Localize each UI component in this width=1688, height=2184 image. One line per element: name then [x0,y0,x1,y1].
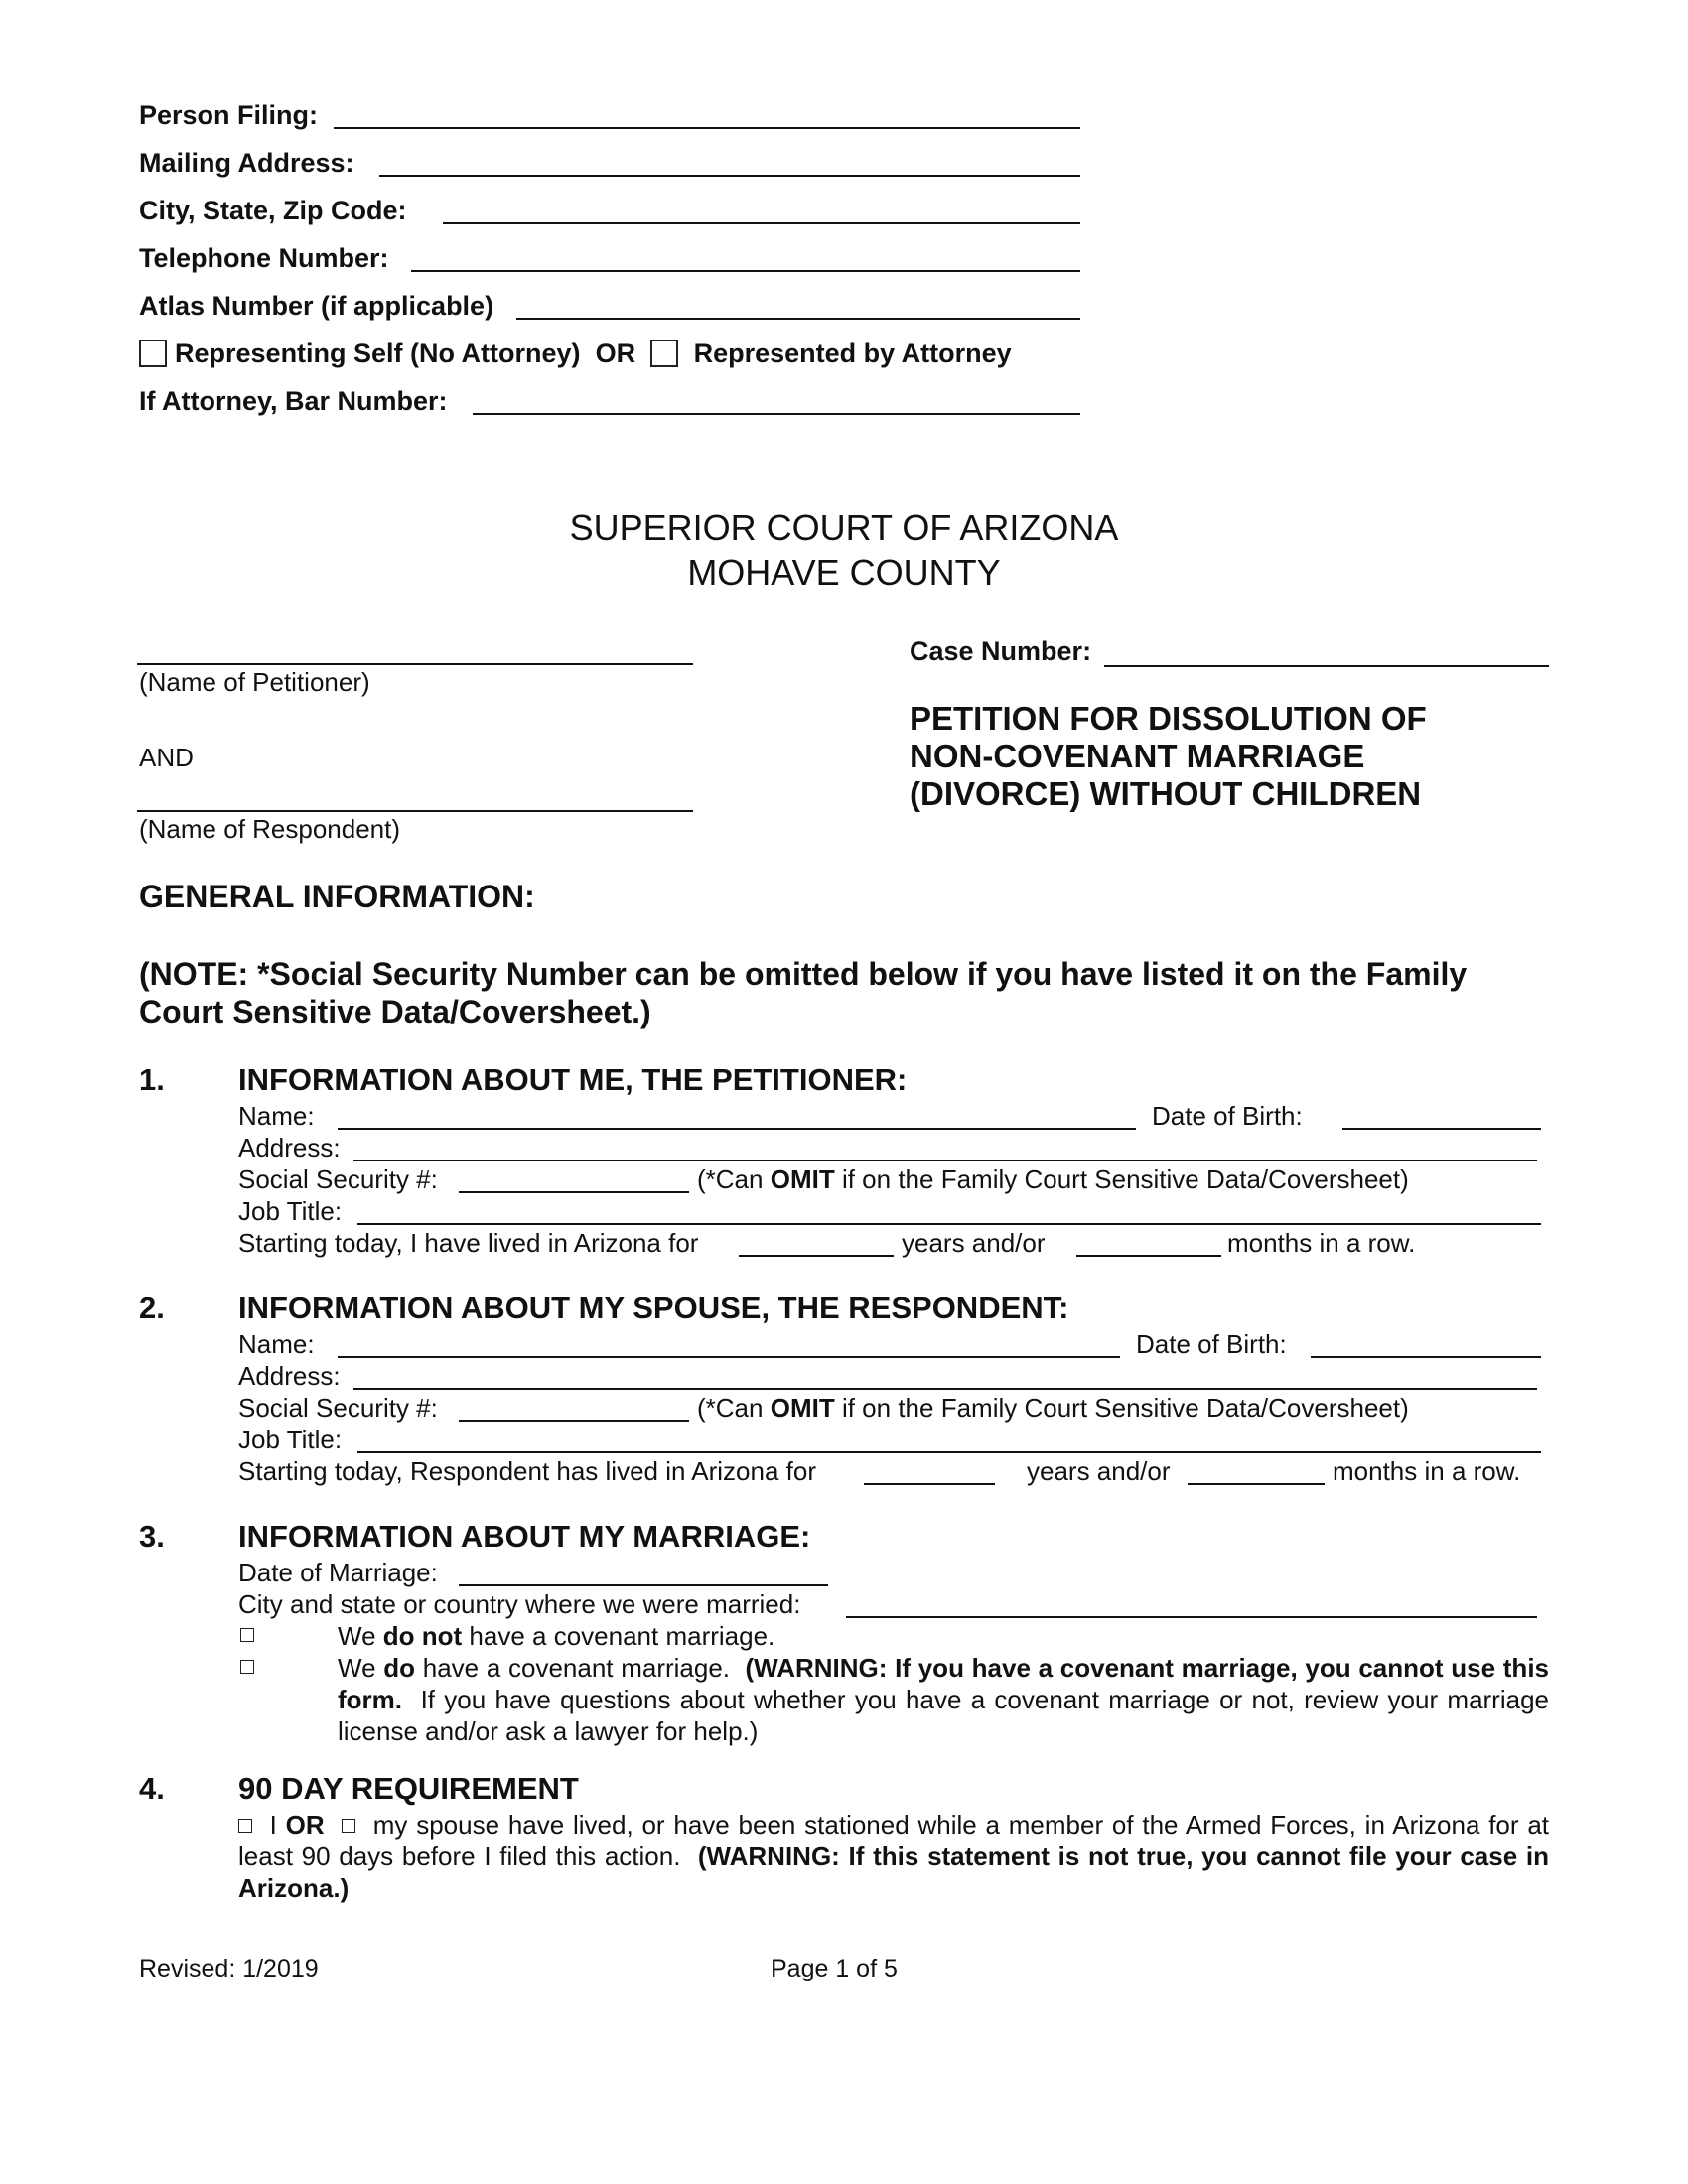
case-number-field[interactable] [1104,665,1549,667]
atlas-number-field[interactable] [516,318,1080,320]
mailing-address-field[interactable] [379,175,1080,177]
petitioner-ssn-input[interactable] [459,1191,689,1193]
no-covenant-checkbox[interactable] [240,1628,254,1648]
person-filing-label: Person Filing: [139,100,319,130]
represented-by-attorney-label: Represented by Attorney [693,339,1012,368]
petitioner-name-label: Name: [238,1101,315,1131]
omit-pre: (*Can [697,1393,764,1423]
opt2-bold: do [383,1653,416,1683]
respondent-ssn-input[interactable] [459,1420,689,1422]
petitioner-job-label: Job Title: [238,1196,343,1226]
respondent-name-input[interactable] [338,1356,1120,1358]
petitioner-address-label: Address: [238,1133,341,1162]
court-name: SUPERIOR COURT OF ARIZONA [569,507,1119,548]
representing-self-label: Representing Self (No Attorney) [175,339,581,368]
petitioner-lived-label: Starting today, I have lived in Arizona for [238,1228,699,1258]
person-filing-field[interactable] [334,127,1080,129]
respondent-months-label: months in a row. [1333,1456,1521,1486]
opt1-bold: do not [382,1621,463,1651]
section-3-title: INFORMATION ABOUT MY MARRIAGE: [238,1519,811,1554]
omit-bold: OMIT [770,1164,835,1194]
section-1-title: INFORMATION ABOUT ME, THE PETITIONER: [238,1062,908,1097]
petitioner-years-input[interactable] [739,1255,894,1257]
respondent-address-input[interactable] [353,1388,1537,1390]
petitioner-ssn-label: Social Security #: [238,1164,438,1194]
marriage-date-input[interactable] [459,1584,828,1586]
bar-number-field[interactable] [473,413,1080,415]
petition-title-line2: NON-COVENANT MARRIAGE [910,738,1365,774]
petitioner-years-label: years and/or [902,1228,1046,1258]
opt2-post: have a covenant marriage. [422,1653,731,1683]
atlas-number-label: Atlas Number (if applicable) [139,291,494,321]
county-name: MOHAVE COUNTY [687,552,1001,593]
i-label: I [269,1810,277,1840]
and-label: AND [139,743,194,772]
or-label: OR [595,339,636,368]
marriage-place-input[interactable] [846,1616,1537,1618]
petitioner-name-caption: (Name of Petitioner) [139,667,370,697]
represented-by-attorney-checkbox[interactable] [650,340,678,367]
mailing-address-label: Mailing Address: [139,148,354,178]
ssn-note-line2: Court Sensitive Data/Coversheet.) [139,994,651,1029]
respondent-name-caption: (Name of Respondent) [139,814,401,844]
city-state-zip-field[interactable] [443,222,1080,224]
respondent-ssn-omit-note [697,1392,1409,1424]
ssn-note [139,955,1569,1030]
residency-warning: (WARNING: If this statement is not true, you cannot file your case in Arizona.) [238,1842,1550,1903]
covenant-checkbox[interactable] [240,1660,254,1680]
or-label: OR [285,1810,325,1840]
section-2-number: 2. [139,1291,165,1325]
section-4-number: 4. [139,1771,165,1806]
petition-title-line3: (DIVORCE) WITHOUT CHILDREN [910,775,1422,812]
page-number: Page 1 of 5 [771,1955,898,1982]
covenant-warning: (WARNING: If you have a covenant marriage, you cannot use this form. [338,1653,1549,1714]
omit-bold: OMIT [770,1393,835,1423]
petitioner-dob-label: Date of Birth: [1152,1101,1303,1131]
respondent-lived-label: Starting today, Respondent has lived in Arizona for [238,1456,816,1486]
respondent-years-input[interactable] [864,1483,995,1485]
petitioner-name-field[interactable] [137,663,693,665]
respondent-years-label: years and/or [1027,1456,1171,1486]
omit-post: if on the Family Court Sensitive Data/Coversheet) [841,1164,1409,1194]
marriage-place-label: City and state or country where we were married: [238,1589,801,1619]
respondent-months-input[interactable] [1188,1483,1325,1485]
ssn-note-line1: (NOTE: *Social Security Number can be omitted below if you have listed it on the Family [139,956,1468,992]
general-information-heading: GENERAL INFORMATION: [139,879,535,914]
opt1-post: have a covenant marriage. [469,1621,775,1651]
city-state-zip-label: City, State, Zip Code: [139,196,407,225]
opt1-pre: We [338,1621,376,1651]
telephone-field[interactable] [411,270,1080,272]
omit-post: if on the Family Court Sensitive Data/Coversheet) [841,1393,1409,1423]
respondent-address-label: Address: [238,1361,341,1391]
covenant-option [338,1652,1549,1747]
telephone-label: Telephone Number: [139,243,389,273]
no-covenant-option [338,1620,774,1652]
respondent-dob-label: Date of Birth: [1136,1329,1287,1359]
petition-title-line1: PETITION FOR DISSOLUTION OF [910,700,1427,737]
residency-statement [238,1809,1549,1904]
petitioner-dob-input[interactable] [1342,1128,1541,1130]
petitioner-months-label: months in a row. [1227,1228,1416,1258]
respondent-job-input[interactable] [357,1451,1541,1453]
respondent-ssn-label: Social Security #: [238,1393,438,1423]
omit-pre: (*Can [697,1164,764,1194]
residency-text: my spouse have lived, or have been stationed while a member of the Armed Forces, in Arizona for at least 90 days before I filed this action. [238,1810,1550,1871]
respondent-name-label: Name: [238,1329,315,1359]
petitioner-job-input[interactable] [357,1223,1541,1225]
section-3-number: 3. [139,1519,165,1554]
respondent-name-field[interactable] [137,810,693,812]
respondent-job-label: Job Title: [238,1425,343,1454]
section-2-title: INFORMATION ABOUT MY SPOUSE, THE RESPONDENT: [238,1291,1069,1325]
covenant-warning-rest: If you have questions about whether you have a covenant marriage or not, review your marriage license and/or ask a lawyer for help.) [338,1685,1549,1746]
i-checkbox[interactable] [238,1819,252,1833]
representing-self-checkbox[interactable] [139,340,167,367]
petition-title [910,700,1427,813]
spouse-checkbox[interactable] [342,1819,355,1833]
section-4-title: 90 DAY REQUIREMENT [238,1771,579,1806]
section-1-number: 1. [139,1062,165,1097]
opt2-pre: We [338,1653,376,1683]
petitioner-months-input[interactable] [1076,1255,1221,1257]
representation-row [139,338,1012,369]
revised-date: Revised: 1/2019 [139,1955,319,1982]
respondent-dob-input[interactable] [1311,1356,1541,1358]
bar-number-label: If Attorney, Bar Number: [139,386,448,416]
petitioner-name-input[interactable] [338,1128,1136,1130]
petitioner-ssn-omit-note [697,1163,1409,1195]
case-number-label: Case Number: [910,636,1092,666]
petitioner-address-input[interactable] [353,1160,1537,1161]
marriage-date-label: Date of Marriage: [238,1558,438,1587]
